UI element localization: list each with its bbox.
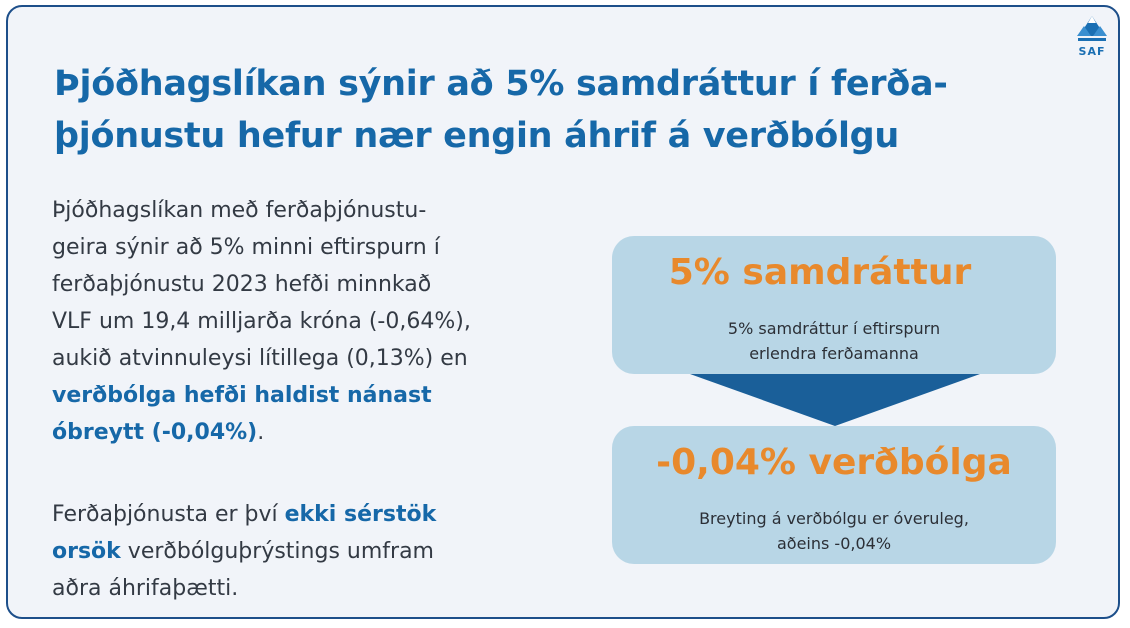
inflation-desc-line-1: Breyting á verðbólgu er óveruleg,	[699, 509, 969, 528]
inflation-heading: -0,04% verðbólga	[656, 442, 1012, 483]
down-arrow-icon	[690, 374, 980, 426]
paragraph-1-period: .	[257, 420, 265, 445]
logo-text: SAF	[1078, 45, 1106, 58]
paragraph-1-line-5: aukið atvinnuleysi lítillega (0,13%) en	[52, 346, 468, 371]
contraction-heading: 5% samdráttur	[668, 252, 972, 293]
page-title	[54, 58, 1064, 162]
contraction-box	[612, 236, 1056, 374]
title-line-2: þjónustu hefur nær engin áhrif á verðbólgu	[54, 116, 900, 156]
paragraph-1-highlight-2: óbreytt (-0,04%)	[52, 420, 258, 445]
inflation-description	[612, 506, 1056, 556]
paragraph-2-highlight-2: orsök	[52, 539, 121, 564]
paragraph-1-line-3: ferðaþjónustu 2023 hefði minnkað	[52, 272, 432, 297]
paragraph-2-line-1: Ferðaþjónusta er því	[52, 502, 285, 527]
inflation-desc-line-2: aðeins -0,04%	[776, 534, 892, 553]
contraction-desc-line-2: erlendra ferðamanna	[749, 344, 919, 363]
paragraph-2-line-2: verðbólguþrýstings umfram	[120, 539, 434, 564]
paragraph-1-line-1: Þjóðhagslíkan með ferðaþjónustu-	[52, 198, 427, 223]
mountain-logo-icon	[1075, 14, 1109, 44]
contraction-desc-line-1: 5% samdráttur í eftirspurn	[727, 319, 941, 338]
paragraph-2	[52, 496, 572, 607]
paragraph-1-line-4: VLF um 19,4 milljarða króna (-0,64%),	[52, 309, 471, 334]
paragraph-2-line-3: aðra áhrifaþætti.	[52, 576, 239, 601]
paragraph-1	[52, 192, 572, 451]
inflation-box	[612, 426, 1056, 564]
saf-logo	[1072, 14, 1112, 64]
paragraph-1-highlight-1: verðbólga hefði haldist nánast	[52, 383, 432, 408]
contraction-description	[612, 316, 1056, 366]
paragraph-1-line-2: geira sýnir að 5% minni eftirspurn í	[52, 235, 440, 260]
title-line-1: Þjóðhagslíkan sýnir að 5% samdráttur í ferða-	[54, 64, 948, 104]
paragraph-2-highlight-1: ekki sérstök	[284, 502, 437, 527]
